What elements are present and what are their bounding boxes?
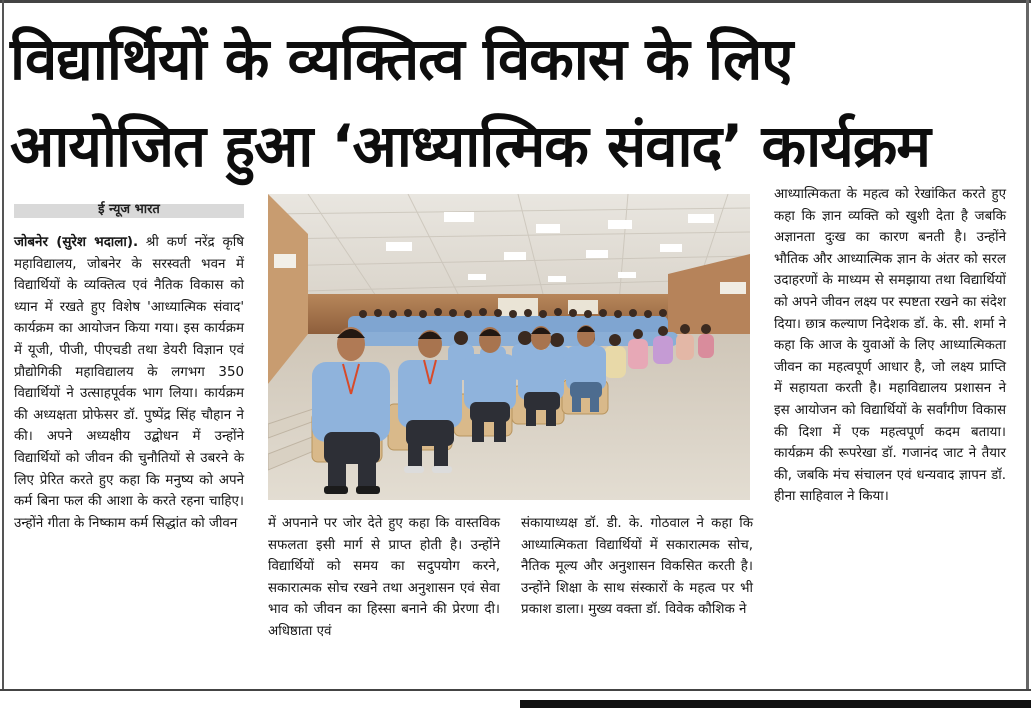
dateline: जोबनेर (सुरेश भदाला). <box>14 235 139 250</box>
column-3-text: संकायाध्यक्ष डॉ. डी. के. गोठवाल ने कहा कि आध्यात्मिकता विद्यार्थियों में सकारात्मक सोच, नैतिक मूल्य और अनुशासन विकसित करती है। उन्होंने शिक्षा के साथ संस्कारों के महत्व पर भी प्रकाश डाला। मुख्य वक्ता डॉ. विवेक कौशिक ने <box>521 516 753 618</box>
headline-line-2: आयोजित हुआ ‘आध्यात्मिक संवाद’ कार्यक्रम <box>10 112 930 180</box>
left-border <box>2 0 4 690</box>
article-column-3 <box>521 513 753 621</box>
article-column-2 <box>268 513 500 643</box>
column-2-text: में अपनाने पर जोर देते हुए कहा कि वास्तविक सफलता इसी मार्ग से प्राप्त होती है। उन्होंने विद्यार्थियों को समय का सदुपयोग करने, सकारात्मक सोच रखने तथा अनुशासन एवं सेवा भाव को जीवन का हिस्सा बनाने की प्रेरणा दी। अधिष्ठाता एवं <box>268 516 500 639</box>
column-4-text: आध्यात्मिकता के महत्व को रेखांकित करते हुए कहा कि ज्ञान व्यक्ति को खुशी देता है जबकि अज्ञानता दुःख का कारण बनती है। उन्होंने भौतिक और आध्यात्मिक ज्ञान के अंतर को सरल उदाहरणों के माध्यम से समझाया तथा विद्यार्थियों को अपने जीवन लक्ष्य पर स्पष्टता रखने का संदेश दिया। छात्र कल्याण निदेशक डॉ. के. सी. शर्मा ने कहा कि आज के युवाओं के लिए आध्यात्मिकता जीवन का महत्वपूर्ण आधार है, जो लक्ष्य प्राप्ति में सहायता करती है। महाविद्यालय प्रशासन ने इस आयोजन को विद्यार्थियों के सर्वांगीण विकास की दिशा में एक महत्वपूर्ण कदम बताया। कार्यक्रम की रूपरेखा डॉ. गजानंद जाट ने तैयार की, जबकि मंच संचालन एवं धन्यवाद ज्ञापन डॉ. हीना साहिवाल ने किया। <box>774 187 1006 505</box>
column-1-text: श्री कर्ण नरेंद्र कृषि महाविद्यालय, जोबनेर के सरस्वती भवन में विद्यार्थियों के व्यक्तित्व एवं नैतिक विकास को ध्यान में रखते हुए विशेष 'आध्यात्मिक संवाद' कार्यक्रम का आयोजन किया गया। इस कार्यक्रम में यूजी, पीजी, पीएचडी तथा डेयरी विज्ञान एवं प्रौद्योगिकी महाविद्यालय के लगभग 350 विद्यार्थियों ने उत्साहपूर्वक भाग लिया। कार्यक्रम की अध्यक्षता प्रोफेसर डॉ. पुष्पेंद्र सिंह चौहान ने की। अपने अध्यक्षीय उद्बोधन में उन्होंने विद्यार्थियों को जीवन की चुनौतियों से उबरने के लिए प्रेरित करते हुए कहा कि मनुष्य को अपने कर्म बिना फल की आशा के करते रहना चाहिए। उन्होंने गीता के निष्काम कर्म सिद्धांत को जीवन <box>14 235 244 531</box>
top-rule <box>0 0 1031 3</box>
bottom-rule <box>0 689 1031 691</box>
event-photo <box>268 194 750 500</box>
right-border <box>1026 0 1029 690</box>
headline-line-1: विद्यार्थियों के व्यक्तित्व विकास के लिए <box>10 25 793 93</box>
byline: ई न्यूज भारत <box>98 202 160 217</box>
bottom-bar <box>520 700 1031 708</box>
article-column-4 <box>774 184 1006 508</box>
article-column-1 <box>14 232 244 534</box>
